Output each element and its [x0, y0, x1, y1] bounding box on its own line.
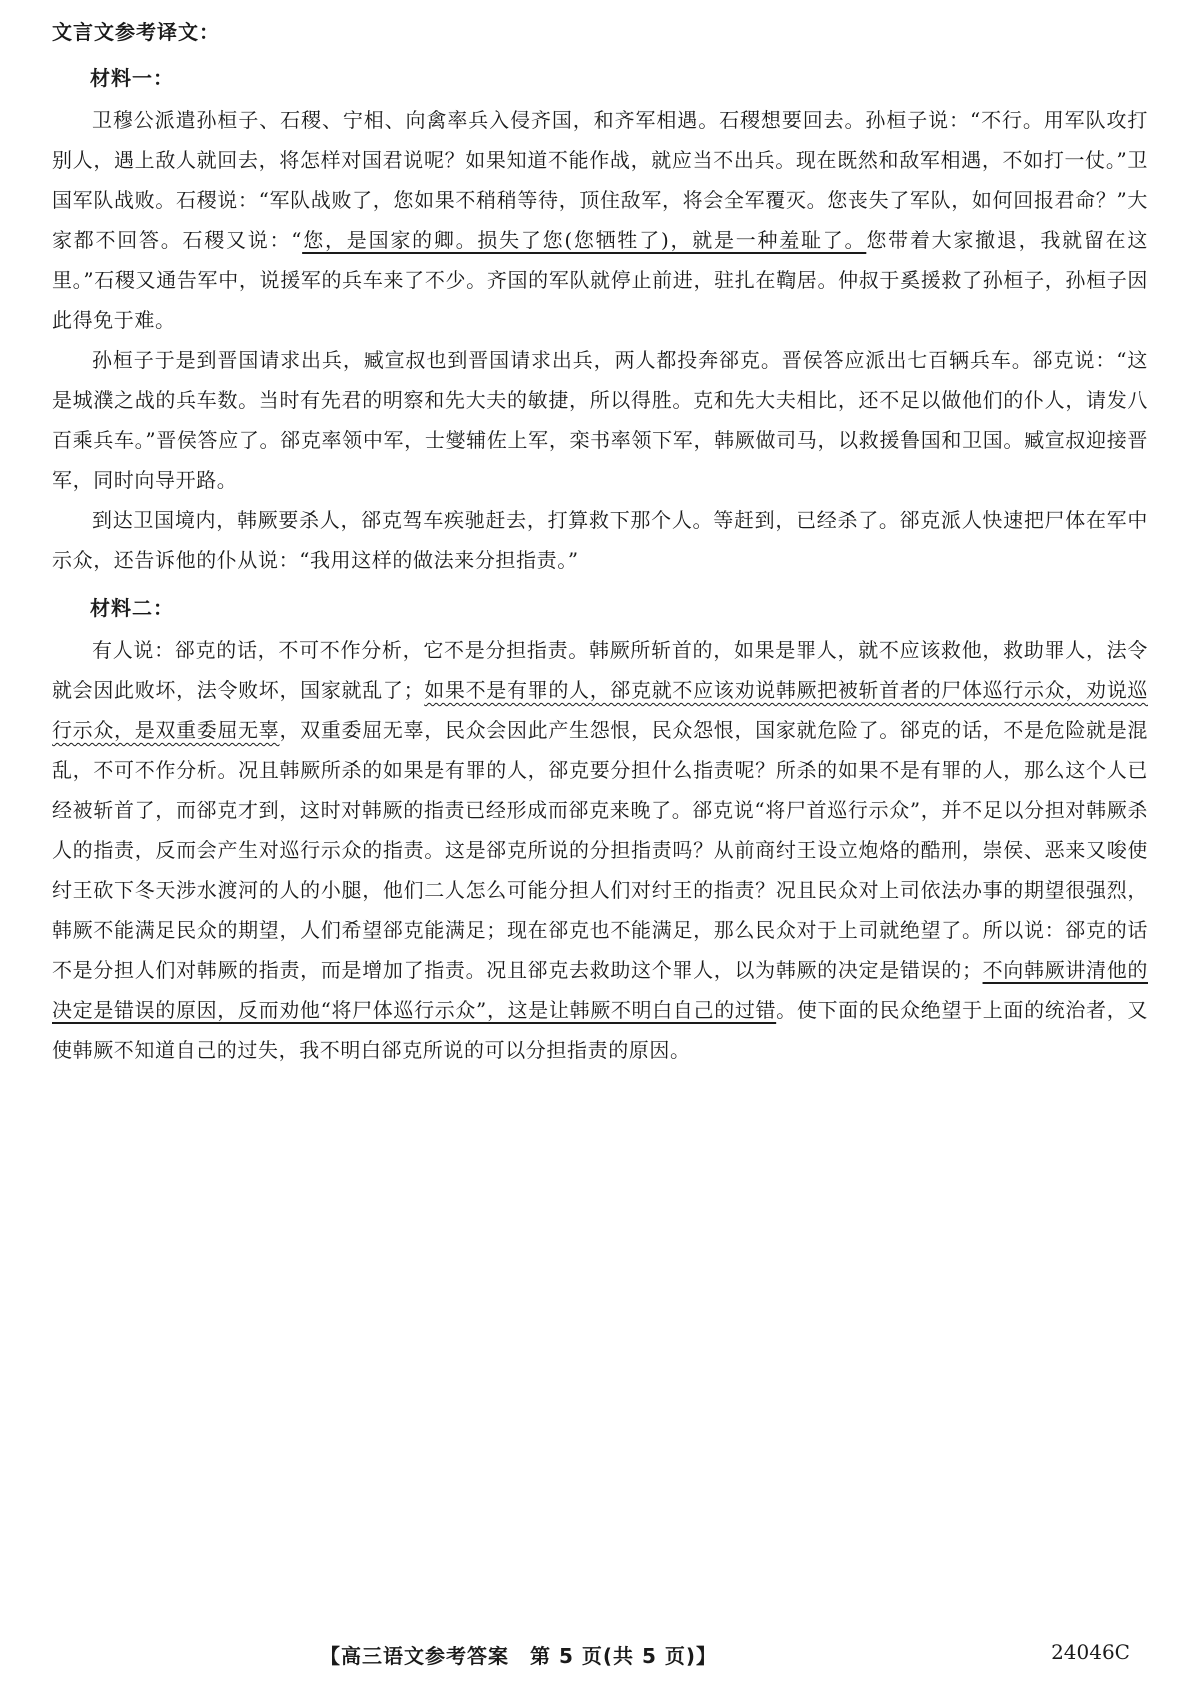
- footer-code: 24046C: [1051, 1640, 1130, 1664]
- underlined-sentence: 您，是国家的卿。损失了您(您牺牲了)，就是一种羞耻了。: [302, 228, 867, 252]
- material-two-paragraph-1: [52, 630, 1148, 1070]
- material-one-title: 材料一：: [90, 66, 174, 90]
- document-heading: 文言文参考译文：: [52, 20, 220, 44]
- underlined-sentence: 不向韩厥讲清他的决定是错误的原因，反而劝他“将尸体巡行示众”，这是让韩厥不明白自己的过错: [52, 958, 1148, 1022]
- text-segment: 您带着大家撤退，我就留在这里。”石稷又通告军中，说援军的兵车来了不少。齐国的军队就停止前进，驻扎在鞫居。仲叔于奚援救了孙桓子，孙桓子因此得免于难。: [52, 228, 1148, 332]
- material-two-title: 材料二：: [90, 596, 174, 620]
- text-segment: 有人说：郤克的话，不可不作分析，它不是分担指责。韩厥所斩首的，如果是罪人，就不应该救他，救助罪人，法令就会因此败坏，法令败坏，国家就乱了；: [52, 638, 1148, 702]
- material-one-paragraph-3: 到达卫国境内，韩厥要杀人，郤克驾车疾驰赶去，打算救下那个人。等赶到，已经杀了。郤克派人快速把尸体在军中示众，还告诉他的仆从说：“我用这样的做法来分担指责。”: [52, 508, 1148, 572]
- page-footer: [0, 1640, 1200, 1676]
- wavy-underlined-sentence: 如果不是有罪的人，郤克就不应该劝说韩厥把被斩首者的尸体巡行示众，劝说巡行示众，是双重委屈无辜: [52, 678, 1148, 742]
- material-one-paragraph-1: [52, 100, 1148, 340]
- text-segment: 卫穆公派遣孙桓子、石稷、宁相、向禽率兵入侵齐国，和齐军相遇。石稷想要回去。孙桓子说：“不行。用军队攻打别人，遇上敌人就回去，将怎样对国君说呢？如果知道不能作战，就应当不出兵。现在既然和敌军相遇，不如打一仗。”卫国军队战败。石稷说：“军队战败了，您如果不稍稍等待，顶住敌军，将会全军覆灭。您丧失了军队，如何回报君命？”大家都不回答。石稷又说：“: [52, 108, 1148, 252]
- material-one-paragraph-2: 孙桓子于是到晋国请求出兵，臧宣叔也到晋国请求出兵，两人都投奔郤克。晋侯答应派出七百辆兵车。郤克说：“这是城濮之战的兵车数。当时有先君的明察和先大夫的敏捷，所以得胜。克和先大夫相比，还不足以做他们的仆人，请发八百乘兵车。”晋侯答应了。郤克率领中军，士燮辅佐上军，栾书率领下军，韩厥做司马，以救援鲁国和卫国。臧宣叔迎接晋军，同时向导开路。: [52, 348, 1148, 492]
- text-segment: 。使下面的民众绝望于上面的统治者，又使韩厥不知道自己的过失，我不明白郤克所说的可以分担指责的原因。: [52, 998, 1148, 1062]
- footer-title: 【高三语文参考答案 第 5 页(共 5 页)】: [320, 1644, 717, 1668]
- text-segment: ，双重委屈无辜，民众会因此产生怨恨，民众怨恨，国家就危险了。郤克的话，不是危险就是混乱，不可不作分析。况且韩厥所杀的如果是有罪的人，郤克要分担什么指责呢？所杀的如果不是有罪的人，那么这个人已经被斩首了，而郤克才到，这时对韩厥的指责已经形成而郤克来晚了。郤克说“将尸首巡行示众”，并不足以分担对韩厥杀人的指责，反而会产生对巡行示众的指责。这是郤克所说的分担指责吗？从前商纣王设立炮烙的酷刑，崇侯、恶来又唆使纣王砍下冬天涉水渡河的人的小腿，他们二人怎么可能分担人们对纣王的指责？况且民众对上司依法办事的期望很强烈，韩厥不能满足民众的期望，人们希望郤克能满足；现在郤克也不能满足，那么民众对于上司就绝望了。所以说：郤克的话不是分担人们对韩厥的指责，而是增加了指责。况且郤克去救助这个罪人，以为韩厥的决定是错误的；: [52, 718, 1149, 982]
- document-page: [52, 14, 1148, 1070]
